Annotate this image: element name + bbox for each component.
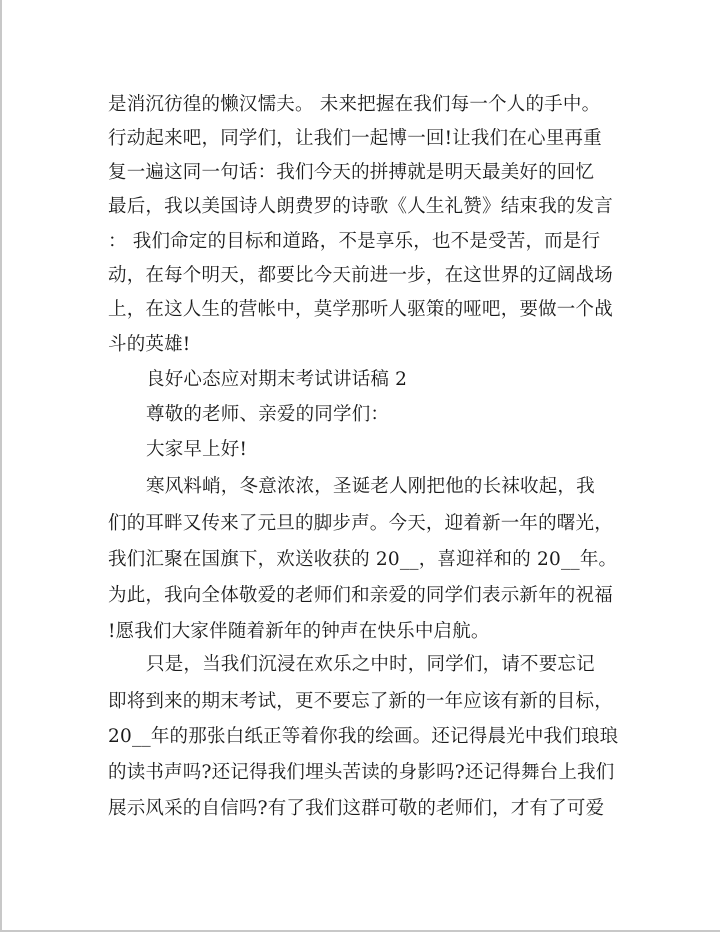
text-line-3: 复一遍这同一句话：我们今天的拼搏就是明天最美好的回忆: [108, 162, 595, 183]
page-left-edge: [0, 0, 2, 932]
section-heading: 良好心态应对期末考试讲话稿 2: [146, 369, 408, 390]
text-line-2: 行动起来吧，同学们，让我们一起博一回!让我们在心里再重: [108, 128, 602, 149]
text-line-14: 我们汇聚在国旗下，欢送收获的 20__，喜迎祥和的 20__年。: [108, 549, 618, 570]
text-line-8: 斗的英雄!: [108, 334, 191, 355]
text-line-7: 上，在这人生的营帐中，莫学那听人驱策的哑吧，要做一个战: [108, 299, 613, 320]
text-line-17: 只是，当我们沉浸在欢乐之中时，同学们，请不要忘记: [146, 654, 595, 675]
text-line-18: 即将到来的期末考试，更不要忘了新的一年应该有新的目标，: [108, 691, 613, 712]
text-line-12: 寒风料峭，冬意浓浓，圣诞老人刚把他的长袜收起，我: [146, 476, 595, 497]
text-line-21: 展示风采的自信吗?有了我们这群可敬的老师们，才有了可爱: [108, 798, 605, 819]
text-line-6: 动，在每个明天，都要比今天前进一步，在这世界的辽阔战场: [108, 265, 613, 286]
text-line-19: 20__年的那张白纸正等着你我的绘画。还记得晨光中我们琅琅: [108, 726, 619, 747]
text-line-5: ： 我们命定的目标和道路，不是享乐，也不是受苦，而是行: [108, 231, 601, 252]
text-line-15: 为此，我向全体敬爱的老师们和亲爱的同学们表示新年的祝福: [108, 585, 613, 606]
greeting: 大家早上好!: [146, 439, 248, 460]
text-line-1: 是消沉彷徨的懒汉懦夫。 未来把握在我们每一个人的手中。: [108, 94, 601, 115]
salutation: 尊敬的老师、亲爱的同学们：: [146, 404, 390, 425]
text-line-13: 们的耳畔又传来了元旦的脚步声。今天，迎着新一年的曙光，: [108, 513, 613, 534]
text-line-20: 的读书声吗?还记得我们埋头苦读的身影吗?还记得舞台上我们: [108, 762, 615, 783]
text-line-16: !愿我们大家伴随着新年的钟声在快乐中启航。: [108, 621, 490, 642]
text-line-4: 最后，我以美国诗人朗费罗的诗歌《人生礼赞》结束我的发言: [108, 196, 613, 217]
